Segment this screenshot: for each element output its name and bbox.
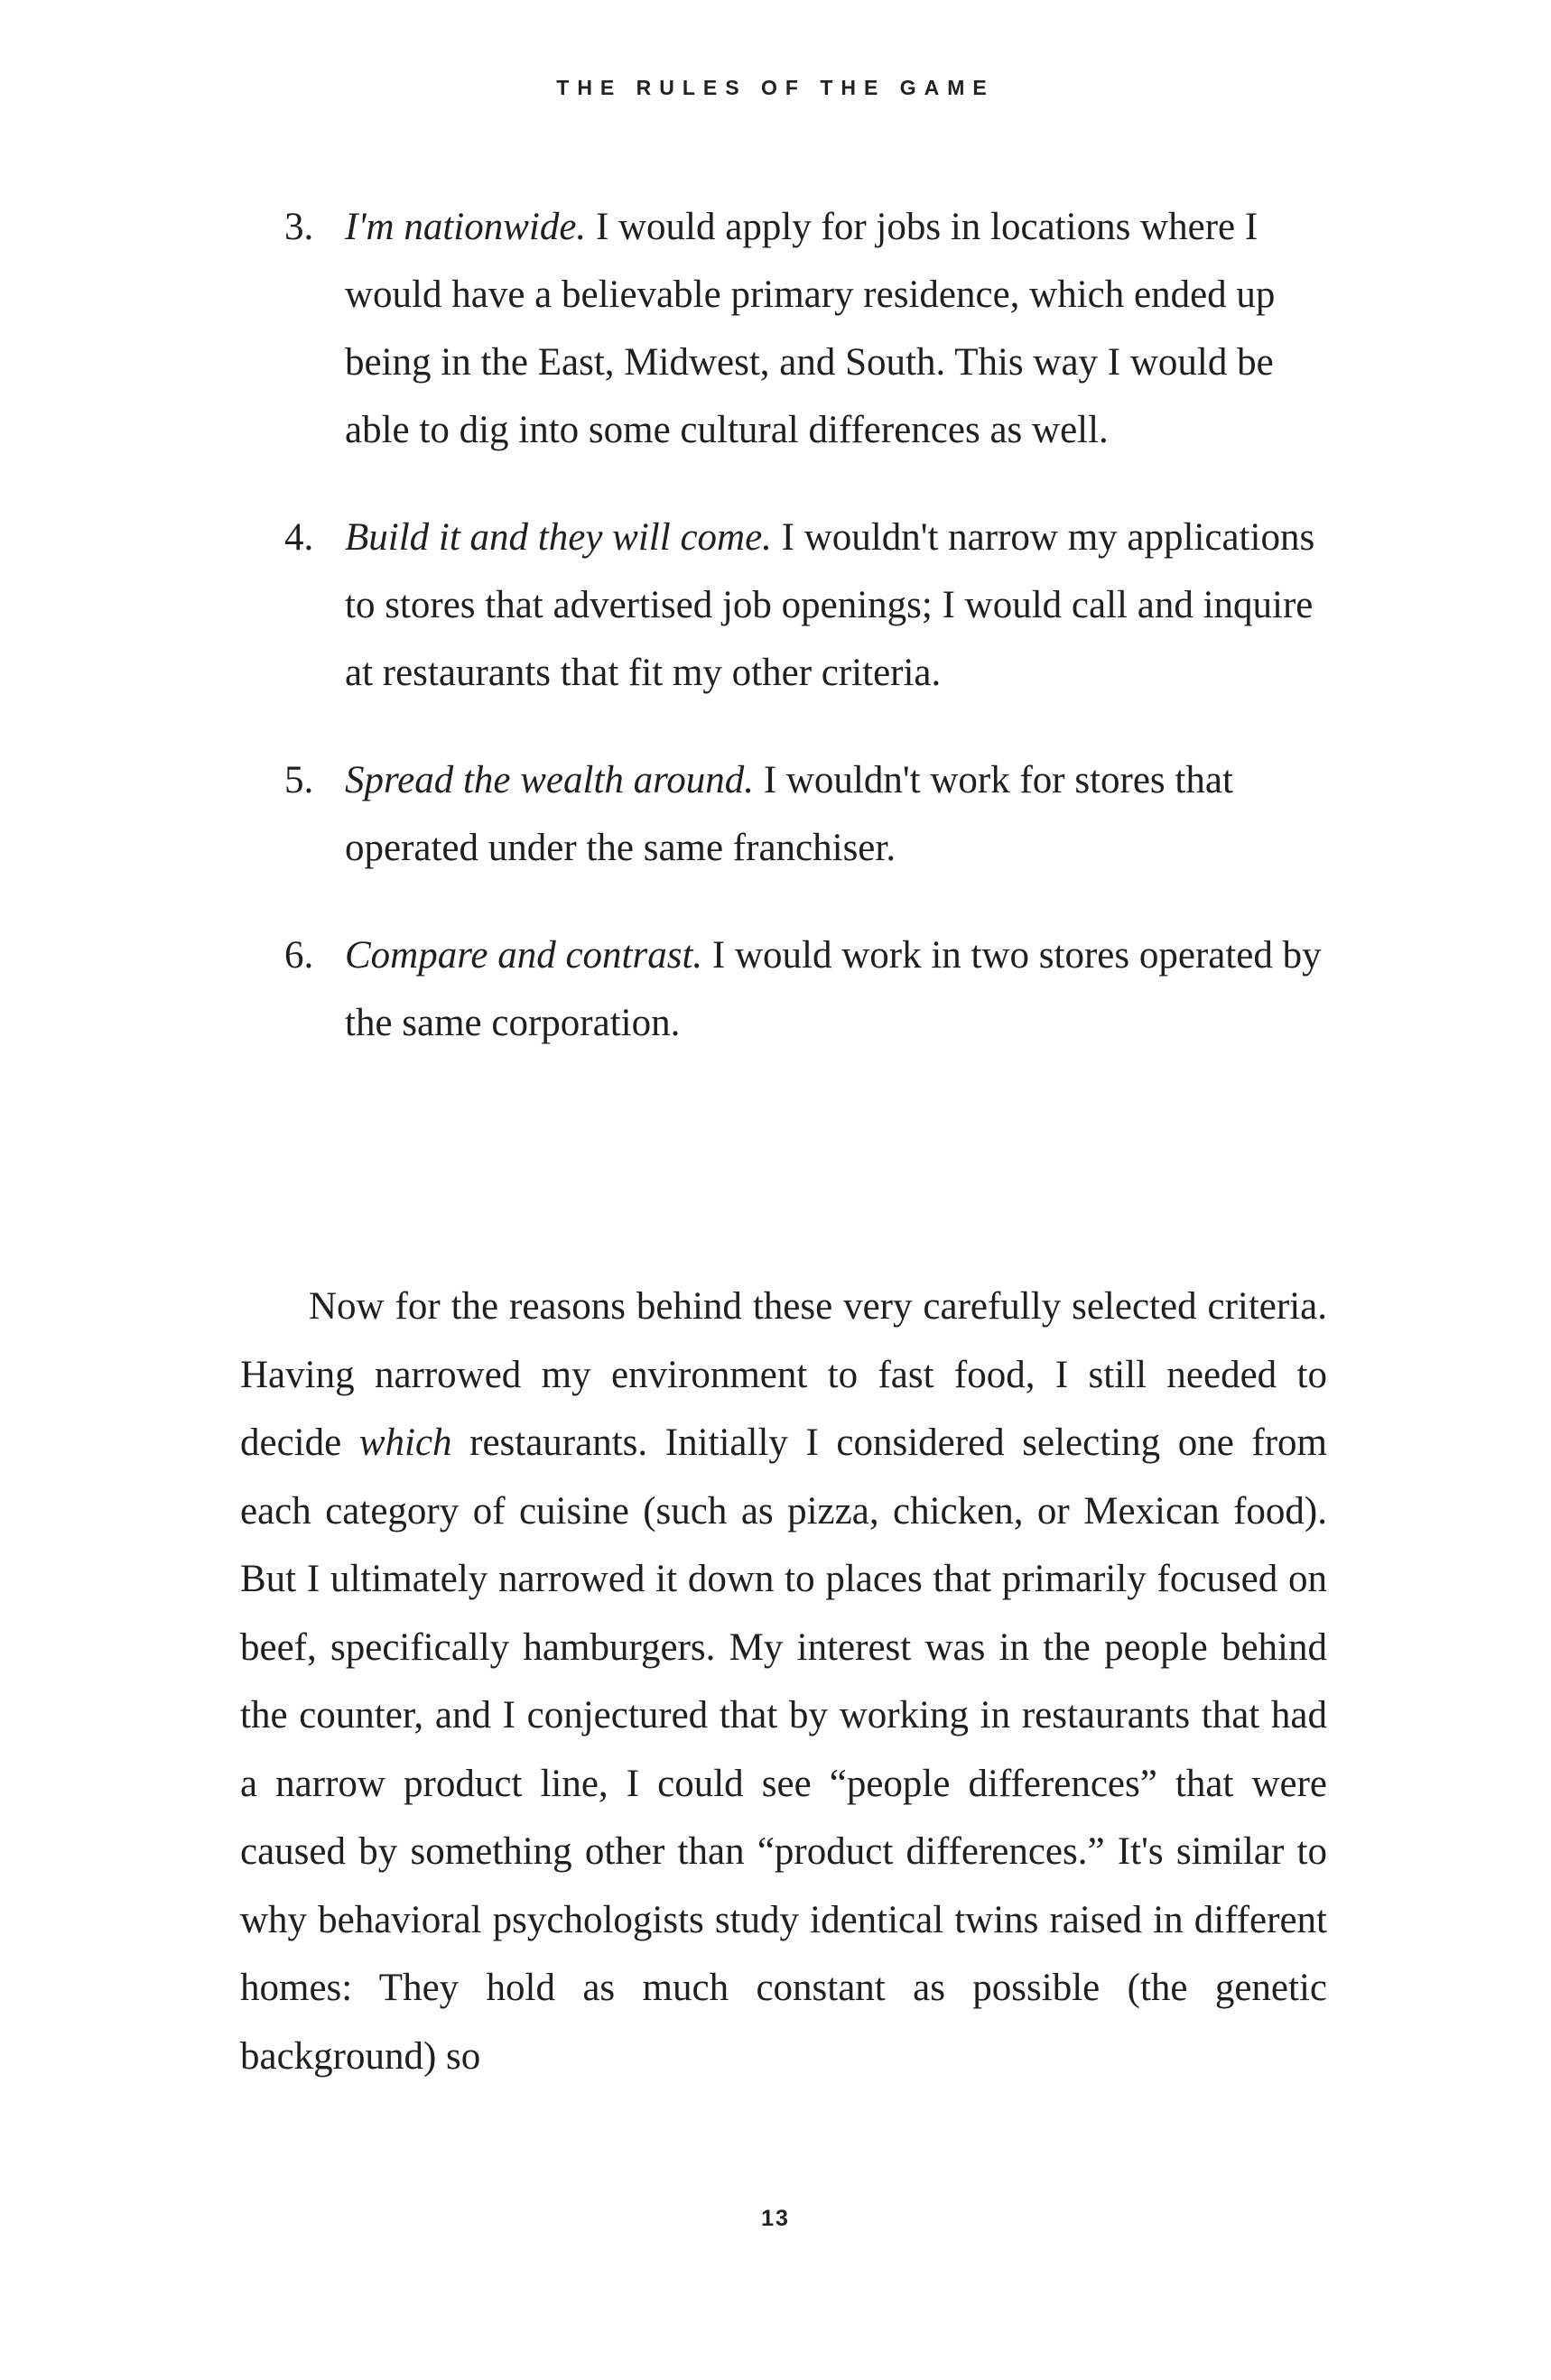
list-item-text: I wouldn't narrow my applications to stores that advertised job openings; I would call and inquire at restaurants that fit my other criteria. [345,516,1315,694]
paragraph-emphasis: which [358,1422,452,1464]
list-item-text: I wouldn't work for stores that operated under the same franchiser. [345,759,1233,869]
list-item-number: 4. [284,516,314,559]
list-item-number: 5. [284,759,314,801]
list-item-number: 6. [284,934,314,977]
list-item [284,504,1341,707]
criteria-list [284,193,1341,1097]
list-item-title: Compare and contrast. [345,934,703,977]
list-item [284,746,1341,882]
list-item [284,921,1341,1057]
list-item-text: I would work in two stores operated by the same corporation. [345,934,1322,1044]
paragraph-text: restaurants. Initially I considered selecting one from each category of cuisine (such as pizza, chicken, or Mexican food). But I ultimately narrowed it down to places that primarily focused on beef, specifically hamburgers. My interest was in the people behind the counter, and I conjectured that by working in restaurants that had a narrow product line, I could see “people differences” that were caused by something other than “product differences.” It's similar to why behavioral psychologists study identical twins raised in different homes: They hold as much constant as possible (the genetic background) so [240,1422,1327,2078]
list-item-title: Spread the wealth around. [345,759,755,801]
paragraph-text: Now for the reasons behind these very carefully selected criteria. Having narrowed my environment to fast food, I still needed to decide [240,1285,1327,1464]
list-item-title: I'm nationwide. [345,206,587,248]
running-head: THE RULES OF THE GAME [556,76,995,99]
list-item-title: Build it and they will come. [345,516,772,559]
body-paragraph [240,1273,1327,2090]
list-item-text: I would apply for jobs in locations where I would have a believable primary residence, which ended up being in the East, Midwest, and South. This way I would be able to dig into some cultural differences as well. [345,206,1276,451]
list-item [284,193,1341,464]
list-item-number: 3. [284,206,314,248]
page-number: 13 [761,2206,790,2231]
